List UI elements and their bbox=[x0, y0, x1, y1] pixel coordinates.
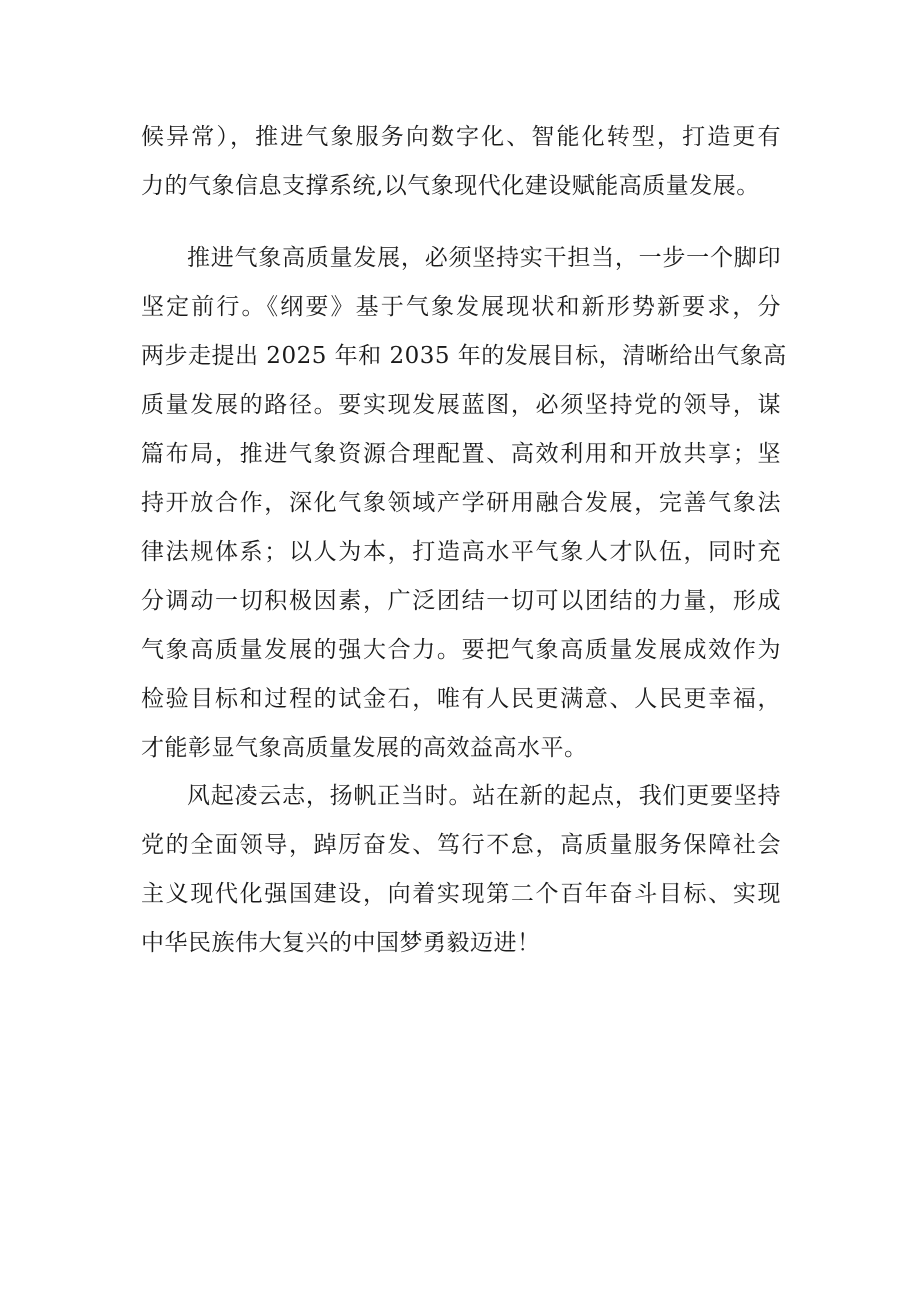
paragraph-line: 质量发展的路径。要实现发展蓝图，必须坚持党的领导，谋 bbox=[141, 392, 781, 418]
paragraph-3 bbox=[141, 772, 781, 968]
paragraph-line: 才能彰显气象高质量发展的高效益高水平。 bbox=[141, 735, 588, 761]
paragraph-line: 两步走提出 2025 年和 2035 年的发展目标，清晰给出气象高 bbox=[141, 343, 787, 369]
paragraph-2 bbox=[141, 234, 787, 773]
paragraph-line: 检验目标和过程的试金石，唯有人民更满意、人民更幸福， bbox=[141, 686, 781, 712]
paragraph-line: 持开放合作，深化气象领域产学研用融合发展，完善气象法 bbox=[141, 490, 781, 516]
paragraph-line: 推进气象高质量发展，必须坚持实干担当，一步一个脚印 bbox=[187, 245, 781, 271]
paragraph-line: 律法规体系；以人为本，打造高水平气象人才队伍，同时充 bbox=[141, 539, 781, 565]
paragraph-line: 中华民族伟大复兴的中国梦勇毅迈进！ bbox=[141, 930, 541, 956]
paragraph-line: 分调动一切积极因素，广泛团结一切可以团结的力量，形成 bbox=[141, 588, 781, 614]
paragraph-line: 力的气象信息支撑系统,以气象现代化建设赋能高质量发展。 bbox=[141, 173, 760, 199]
paragraph-line: 坚定前行。《纲要》基于气象发展现状和新形势新要求，分 bbox=[141, 294, 781, 320]
paragraph-line: 候异常），推进气象服务向数字化、智能化转型，打造更有 bbox=[141, 124, 781, 150]
paragraph-line: 风起凌云志，扬帆正当时。站在新的起点，我们更要坚持 bbox=[187, 783, 781, 809]
paragraph-line: 党的全面领导，踔厉奋发、笃行不怠，高质量服务保障社会 bbox=[141, 832, 781, 858]
paragraph-line: 主义现代化强国建设，向着实现第二个百年奋斗目标、实现 bbox=[141, 881, 781, 907]
paragraph-line: 篇布局，推进气象资源合理配置、高效利用和开放共享；坚 bbox=[141, 441, 781, 467]
paragraph-1 bbox=[141, 113, 781, 211]
paragraph-line: 气象高质量发展的强大合力。要把气象高质量发展成效作为 bbox=[141, 637, 781, 663]
